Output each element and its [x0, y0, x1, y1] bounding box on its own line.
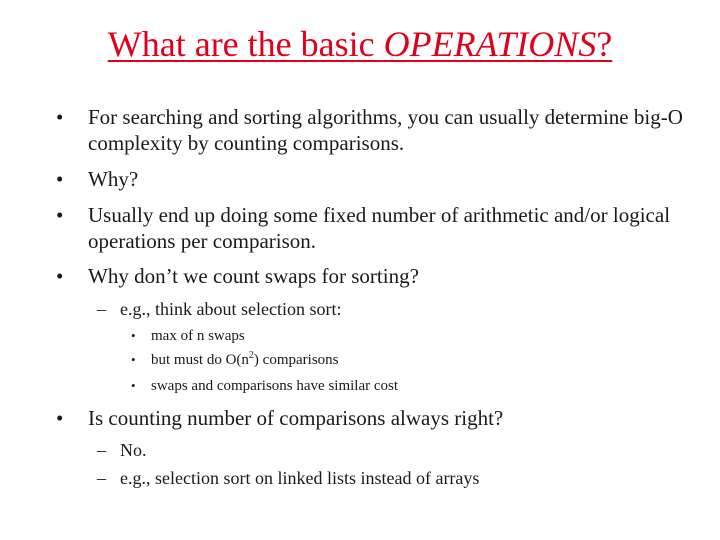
bullet-4-sub-1-item-3	[131, 376, 671, 396]
bullet-3	[56, 202, 688, 254]
slide-title	[0, 22, 720, 66]
bullet-2-text: Why?	[88, 167, 139, 191]
bullet-5	[56, 405, 688, 431]
bullet-marker: •	[56, 167, 64, 191]
dash-marker: –	[97, 299, 106, 319]
bullet-4-sub-1-item-1	[131, 326, 671, 346]
bullet-4	[56, 263, 688, 289]
bullet-marker: •	[131, 328, 136, 343]
bullet-marker: •	[56, 105, 64, 129]
bullet-4-text: Why don’t we count swaps for sorting?	[88, 264, 419, 288]
title-prefix: What are the basic	[107, 24, 384, 64]
item-2-superscript: 2	[248, 350, 254, 361]
bullet-1-text: For searching and sorting algorithms, you can usually determine big-O complexity by counting comparisons.	[88, 105, 683, 155]
bullet-5-sub-1-text: No.	[120, 440, 147, 460]
dash-marker: –	[97, 468, 106, 488]
item-1-text: max of n swaps	[151, 328, 245, 344]
dash-marker: –	[97, 440, 106, 460]
bullet-5-sub-2-text: e.g., selection sort on linked lists instead of arrays	[120, 468, 480, 488]
bullet-marker: •	[56, 406, 64, 430]
title-emphasis: OPERATIONS	[383, 24, 597, 64]
title-suffix: ?	[596, 24, 613, 64]
item-2-text-after: ) comparisons	[253, 352, 339, 368]
bullet-marker: •	[56, 264, 64, 288]
bullet-5-sub-1	[97, 439, 680, 461]
bullet-4-sub-1-item-2	[131, 350, 671, 370]
bullet-2	[56, 166, 688, 192]
item-3-text: swaps and comparisons have similar cost	[151, 378, 399, 394]
bullet-5-text: Is counting number of comparisons always right?	[88, 406, 504, 430]
bullet-5-sub-2	[97, 467, 680, 489]
bullet-3-text: Usually end up doing some fixed number of arithmetic and/or logical operations per comparison.	[88, 203, 671, 253]
bullet-marker: •	[131, 352, 136, 367]
bullet-marker: •	[131, 378, 136, 393]
bullet-4-sub-1	[97, 298, 680, 320]
bullet-1	[56, 104, 688, 156]
item-2-text-before: but must do O(n	[151, 352, 249, 368]
bullet-4-sub-1-text: e.g., think about selection sort:	[120, 299, 342, 319]
bullet-marker: •	[56, 203, 64, 227]
